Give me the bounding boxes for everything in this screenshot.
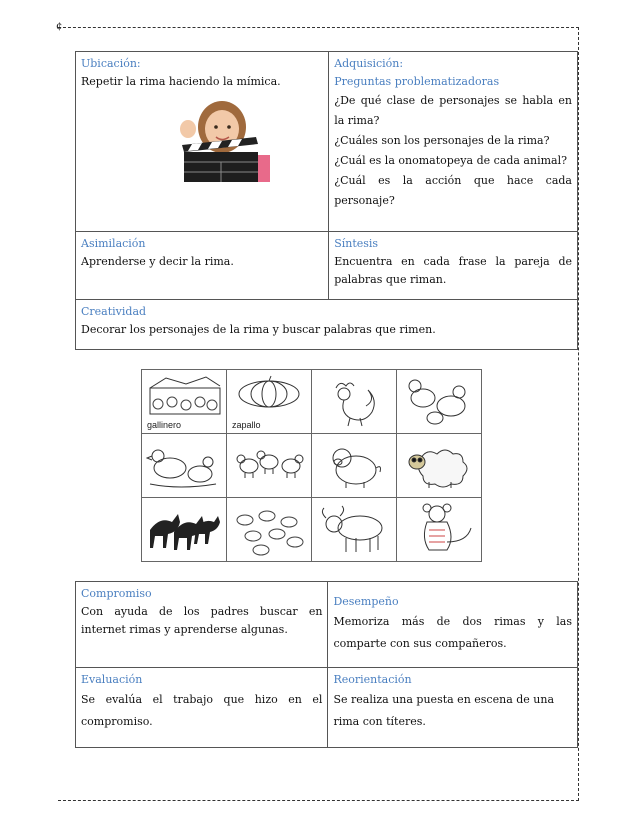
desempeno-heading: Desempeño [333,595,399,608]
pig-drawing [316,438,392,493]
bottom-plan-table [75,581,578,748]
compromiso-heading: Compromiso [81,587,152,600]
child-clapperboard-photo [174,97,274,185]
pumpkin-drawing [231,374,307,414]
desempeno-text: Memoriza más de dos rimas y las comparte con sus compañeros. [333,615,572,650]
evaluacion-text: Se evalúa el trabajo que hizo en el compromiso. [81,693,323,728]
question-4: ¿Cuál es la acción que hace cada personaje? [334,174,572,207]
question-1: ¿De qué clase de personajes se habla en la rima? [334,94,572,127]
grid-cell [312,498,397,562]
henhouse-drawing [146,374,222,416]
grid-cell [227,370,312,434]
bull-drawing [316,502,392,557]
evaluacion-cell [76,668,328,748]
grid-cell [397,370,482,434]
corner-mark: ¢ [56,21,63,32]
horses-drawing [146,502,222,557]
caption-zapallo: zapallo [232,420,261,430]
asimilacion-heading: Asimilación [81,237,146,250]
grid-cell [142,370,227,434]
ubicacion-heading: Ubicación: [81,57,141,70]
evaluacion-heading: Evaluación [81,673,143,686]
asimilacion-cell [76,232,329,300]
grid-cell [312,434,397,498]
mouse-drawing [401,502,477,557]
compromiso-cell [76,582,328,668]
grid-cell [312,370,397,434]
creatividad-cell [76,300,578,350]
grid-cell [142,434,227,498]
adquisicion-heading: Adquisición: [334,57,404,70]
question-2: ¿Cuáles son los personajes de la rima? [334,134,550,147]
creatividad-heading: Creatividad [81,305,147,318]
grid-cell [227,434,312,498]
adquisicion-cell [329,52,578,232]
reorientacion-heading: Reorientación [333,673,412,686]
asimilacion-text: Aprenderse y decir la rima. [81,255,234,268]
sintesis-cell [329,232,578,300]
question-3: ¿Cuál es la onomatopeya de cada animal? [334,154,567,167]
desempeno-cell [328,582,578,668]
rooster-drawing [316,374,392,429]
rhyme-picture-grid [141,369,482,562]
compromiso-text: Con ayuda de los padres buscar en internet rimas y aprenderse algunas. [81,605,323,636]
adquisicion-subheading: Preguntas problematizadoras [334,75,500,88]
sheep-drawing [401,438,477,493]
chicks-drawing [231,438,307,493]
ubicacion-text: Repetir la rima haciendo la mímica. [81,75,281,88]
grid-cell [227,498,312,562]
grid-cell [397,498,482,562]
reorientacion-cell [328,668,578,748]
creatividad-text: Decorar los personajes de la rima y buscar palabras que rimen. [81,323,436,336]
grid-cell [397,434,482,498]
top-plan-table [75,51,578,350]
ubicacion-cell [76,52,329,232]
flock-drawing [231,502,307,557]
sintesis-text: Encuentra en cada frase la pareja de palabras que riman. [334,255,572,286]
reorientacion-text: Se realiza una puesta en escena de una rima con títeres. [333,693,555,728]
ducks-drawing [146,438,222,493]
farm-animals-drawing [401,374,477,429]
sintesis-heading: Síntesis [334,237,379,250]
caption-gallinero: gallinero [147,420,182,430]
grid-cell [142,498,227,562]
